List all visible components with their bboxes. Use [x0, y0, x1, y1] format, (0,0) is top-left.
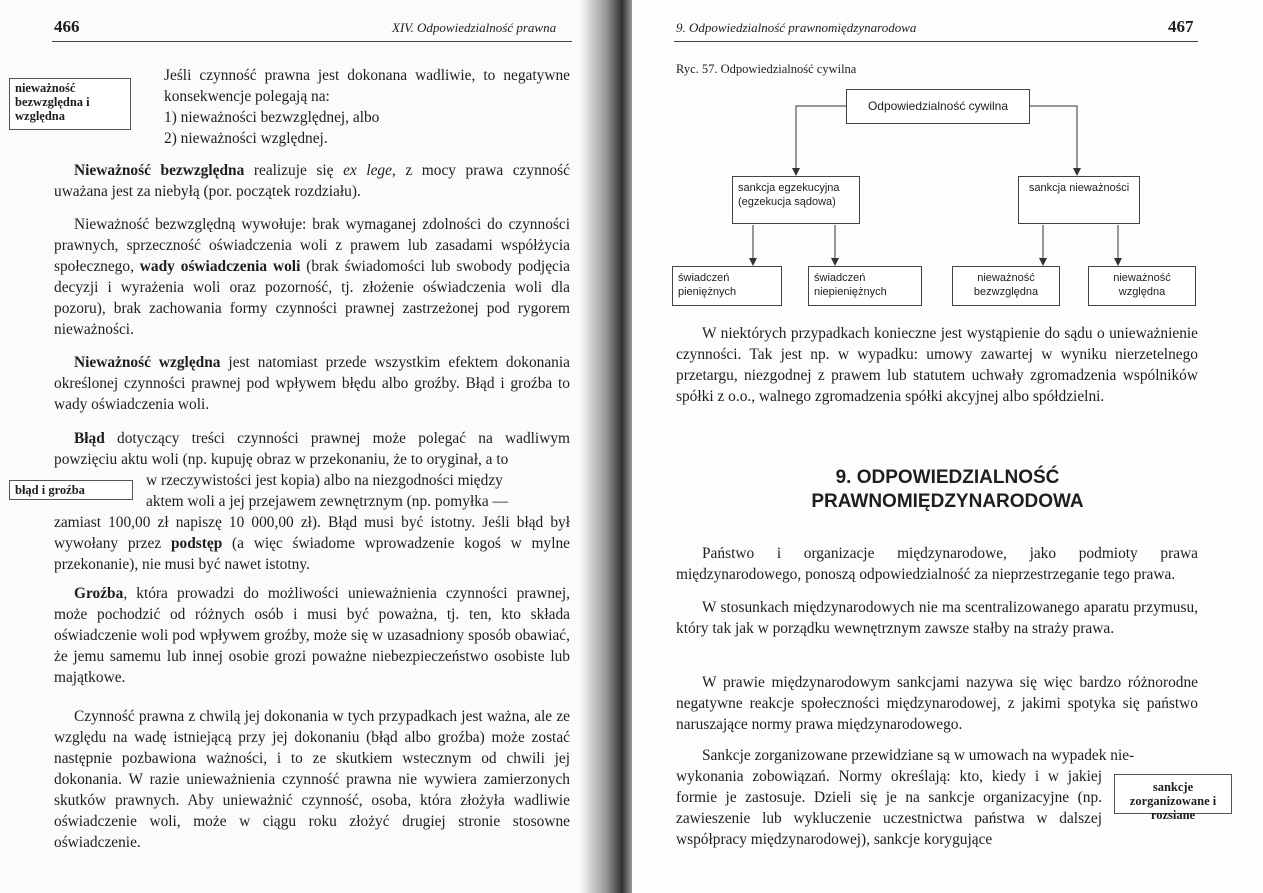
margin-note-error-threat: błąd i groźba: [9, 480, 133, 500]
paragraph-validity: Czynność prawna z chwilą jej dokonania w tych przypadkach jest ważna, ale ze względu na wadę istniejącą przy jej dokonaniu (błąd albo groźba) może zostać następnie pozbawiona ważności, i to ze skutkiem wstecznym od chwili jej dokonania. W razie unieważnienia czynność prawna nie wywiera zamierzonych skutków prawnych. Aby unieważnić czynność, osoba, która złożyła wadliwie oświadczenie woli, może w ciągu roku złożyć drugiej stronie stosowne oświadczenie.: [54, 708, 570, 851]
paragraph-error-line3: w rzeczywistości jest kopia) albo na niezgodności między: [146, 472, 503, 489]
diagram-leaf-relative: nieważność względna: [1088, 266, 1196, 306]
arrowhead: [792, 168, 800, 176]
arrowhead: [1073, 168, 1081, 176]
arrowhead: [749, 258, 757, 266]
left-page: [0, 0, 598, 893]
page-number-right: 467: [1168, 17, 1194, 36]
diagram-node-enforcement: sankcja egzekucyjna (egzekucja sądowa): [732, 176, 860, 224]
paragraph-threat: Groźba, która prowadzi do możliwości unieważnienia czynności prawnej, może pochodzić od różnych osób i musi być poważna, tj. ten, kto składa oświadczenie woli pod wpływem groźby, może się w uzasadniony sposób obawiać, że jemu samemu lub innej osobie grozi poważne niebezpieczeństwo osobiste lub majątkowe.: [54, 585, 570, 686]
book-gutter: [580, 0, 640, 893]
paragraph-court-annulment: W niektórych przypadkach konieczne jest wystąpienie do sądu o unieważnienie czynności. Tak jest np. w wypadku: umowy zawartej w wyniku nierzetelnego przetargu, niezgodnej z prawem lub statutem uchwały zgromadzenia wspólników spółki z o.o., walnego zgromadzenia spółki akcyjnej albo spółdzielni.: [676, 325, 1198, 405]
paragraph-error-rest: zamiast 100,00 zł napiszę 10 000,00 zł). Błąd musi być istotny. Jeśli błąd był wywołany przez podstęp (a więc świadome wprowadzenie kogoś w mylne przekonanie), nie musi być nawet istotny.: [54, 514, 570, 573]
diagram-node-nullity-sanction: sankcja nieważności: [1018, 176, 1140, 224]
paragraph-relative-nullity: Nieważność względna jest natomiast przede wszystkim efektem dokonania określonej czynności prawnej pod wpływem błędu albo groźby. Błąd i groźba to wady oświadczenia woli.: [54, 354, 570, 413]
diagram-leaf-nonmonetary: świadczeń niepieniężnych: [808, 266, 922, 306]
section-heading-line2: PRAWNOMIĘDZYNARODOWA: [811, 491, 1084, 512]
section-heading: [632, 466, 1263, 514]
running-header-left: XIV. Odpowiedzialność prawna: [392, 20, 557, 35]
term-absolute-nullity: Nieważność bezwzględna: [74, 162, 245, 179]
connector-root-right: [1030, 106, 1077, 172]
arrowhead: [1039, 258, 1047, 266]
paragraph-no-central-coercion: W stosunkach międzynarodowych nie ma scentralizowanego aparatu przymusu, który tak jak w porządku wewnętrznym zawsze stałby na straży prawa.: [676, 599, 1198, 637]
right-page: [632, 0, 1263, 893]
term-threat: Groźba: [74, 585, 124, 602]
list-item: 1) nieważności bezwzględnej, albo: [164, 109, 380, 126]
page-number-left: 466: [54, 17, 80, 36]
paragraph-organized-sanctions-line1: Sankcje zorganizowane przewidziane są w umowach na wypadek nie-: [702, 747, 1135, 764]
margin-note-organized-sanctions: sankcje zorganizowane i rozsiane: [1114, 774, 1232, 814]
connector-root-left: [796, 106, 846, 172]
paragraph-error-line4: aktem woli a jej przejawem zewnętrznym (np. pomyłka —: [146, 493, 508, 510]
margin-note-nullity: nieważność bezwzględna i względna: [9, 78, 131, 130]
paragraph-causes: Nieważność bezwzględną wywołuje: brak wymaganej zdolności do czynności prawnych, sprzeczność oświadczenia woli z prawem lub zasadami współżycia społecznego, wady oświadczenia woli (brak świadomości lub swobody podjęcia decyzji i wyrażenia woli oraz pozorność, tj. złożenie oświadczenia woli dla pozoru), brak zachowania formy czynności prawnej zastrzeżonej pod rygorem nieważności.: [54, 216, 570, 338]
paragraph-organized-sanctions-rest: wykonania zobowiązań. Normy określają: kto, kiedy i w jakiej formie je zastosuje. Dzieli się je na sankcje organizacyjne (np. zawieszenie lub wykluczenie uczestnictwa państwa w dalszej współpracy międzynarodowej), sankcje korygujące: [676, 768, 1102, 848]
figure-connectors: [632, 0, 1263, 310]
diagram-leaf-absolute: nieważność bezwzględna: [952, 266, 1060, 306]
diagram-node-root: Odpowiedzialność cywilna: [846, 89, 1030, 124]
figure-caption: Ryc. 57. Odpowiedzialność cywilna: [676, 62, 857, 76]
paragraph-absolute-nullity: Nieważność bezwzględna realizuje się ex lege, z mocy prawa czynność uważana jest za niebyłą (por. początek rozdziału).: [54, 162, 570, 200]
paragraph-error: Błąd dotyczący treści czynności prawnej może polegać na wadliwym powzięciu aktu woli (np. kupuję obraz w przekonaniu, że to oryginał, a to: [54, 430, 570, 468]
paragraph-sanctions-definition: W prawie międzynarodowym sankcjami nazywa się więc bardzo różnorodne negatywne reakcje społeczności międzynarodowej, z jakimi spotyka się państwo naruszające normy prawa międzynarodowego.: [676, 674, 1198, 733]
diagram-leaf-monetary: świadczeń pieniężnych: [672, 266, 782, 306]
intro-paragraph: Jeśli czynność prawna jest dokonana wadliwie, to negatywne konsekwencje polegają na:: [164, 67, 570, 105]
consequence-list: [164, 107, 379, 149]
header-rule-left: [52, 41, 572, 42]
term-will-defects: wady oświadczenia woli: [139, 258, 301, 275]
running-header-right: 9. Odpowiedzialność prawnomiędzynarodowa: [676, 20, 917, 35]
paragraph-states: Państwo i organizacje międzynarodowe, jako podmioty prawa międzynarodowego, ponoszą odpowiedzialność za nieprzestrzeganie tego prawa.: [676, 545, 1198, 583]
term-relative-nullity: Nieważność względna: [74, 354, 221, 371]
term-error: Błąd: [74, 430, 105, 447]
list-item: 2) nieważności względnej.: [164, 130, 328, 147]
section-heading-line1: 9. ODPOWIEDZIALNOŚĆ: [835, 467, 1060, 488]
arrowhead: [831, 258, 839, 266]
arrowhead: [1114, 258, 1122, 266]
term-deceit: podstęp: [170, 535, 223, 552]
